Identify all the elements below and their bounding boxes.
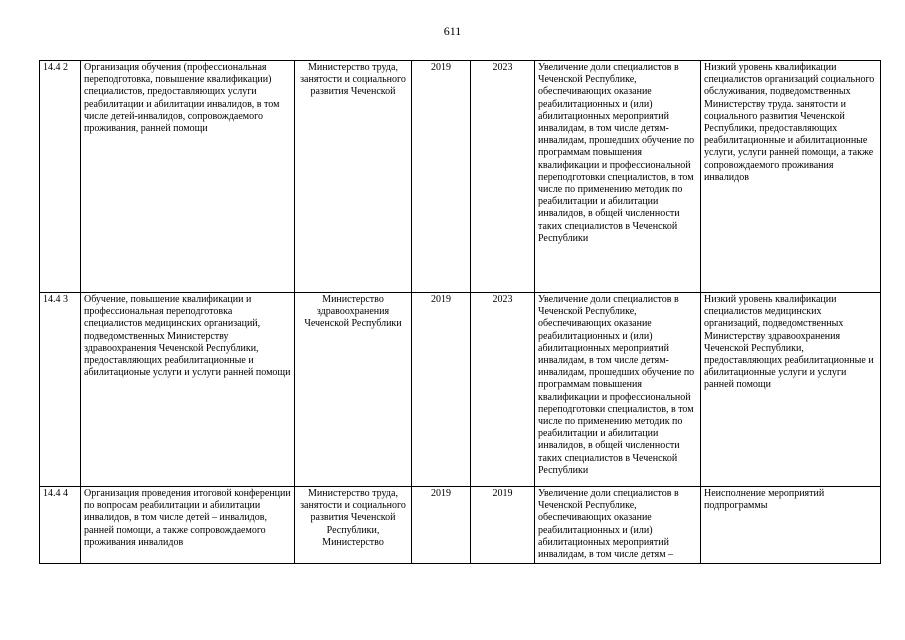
start-year-cell: 2019 bbox=[412, 293, 471, 487]
risk-cell bbox=[701, 487, 881, 564]
activity-text: Организация проведения итоговой конференции по вопросам реабилитации и абилитации инвалидов, в том числе детей – инвалидов, ранней помощи, а также сопровождаемого проживания инвалидов bbox=[84, 488, 291, 548]
end-year-text: 2019 bbox=[492, 488, 513, 499]
row-number: 14.4 2 bbox=[40, 61, 81, 293]
activity-cell bbox=[81, 487, 295, 564]
risk-text: Неисполнение мероприятий подпрограммы bbox=[704, 488, 825, 512]
start-year-text: 2019 bbox=[431, 488, 451, 499]
activity-cell: Организация обучения (профессиональная переподготовка, повышение квалификации) специалистов, предоставляющих услуги реабилитации и абилитации инвалидов, в том числе детей-инвалидов, сопровождаемого проживания, ранней помощи bbox=[81, 61, 295, 293]
end-year-cell: 2023 bbox=[471, 61, 535, 293]
row-number: 14.4 3 bbox=[40, 293, 81, 487]
executor-text: Министерство труда, занятости и социального развития Чеченской Республики, Министерство bbox=[300, 488, 406, 548]
measures-table bbox=[39, 60, 881, 564]
result-text: Увеличение доли специалистов в Чеченской Республике, обеспечивающих оказание реабилитационных и (или) абилитационных мероприятий инвалидам, в том числе детям – bbox=[538, 488, 679, 561]
start-year-cell: 2019 bbox=[412, 61, 471, 293]
end-year-cell bbox=[471, 487, 535, 564]
result-cell: Увеличение доли специалистов в Чеченской Республике, обеспечивающих оказание реабилитационных и (или) абилитационных мероприятий инвалидам, в том числе детям-инвалидам, прошедших обучение по программам повышения квалификации и профессиональной переподготовки специалистов, в том числе по применению методик по реабилитации и абилитации инвалидов, в общей численности таких специалистов в Чеченской Республики bbox=[535, 61, 701, 293]
page-number: 611 bbox=[443, 24, 462, 38]
executor-cell: Министерство здравоохранения Чеченской Республики bbox=[295, 293, 412, 487]
row-number-text: 14.4 4 bbox=[43, 488, 68, 499]
risk-cell: Низкий уровень квалификации специалистов медицинских организаций, подведомственных Министерству здравоохранения Чеченской Республики, предоставляющих реабилитационные и абилитационные услуги и услуги ранней помощи bbox=[701, 293, 881, 487]
executor-cell: Министерство труда, занятости и социального развития Чеченской bbox=[295, 61, 412, 293]
executor-cell bbox=[295, 487, 412, 564]
end-year-cell: 2023 bbox=[471, 293, 535, 487]
activity-cell: Обучение, повышение квалификации и профессиональная переподготовка специалистов медицинских организаций, подведомственных Министерству здравоохранения Чеченской Республики, предоставляющих реабилитационные и абилитационые услуги и услуги ранней помощи bbox=[81, 293, 295, 487]
row-number bbox=[40, 487, 81, 564]
result-cell: Увеличение доли специалистов в Чеченской Республике, обеспечивающих оказание реабилитационных и (или) абилитационных мероприятий инвалидам, в том числе детям-инвалидам, прошедших обучение по программам повышения квалификации и профессиональной переподготовки специалистов, в том числе по применению методик по реабилитации и абилитации инвалидов, в общей численности таких специалистов в Чеченской Республики bbox=[535, 293, 701, 487]
table-row bbox=[40, 293, 881, 487]
result-cell bbox=[535, 487, 701, 564]
table-row bbox=[40, 487, 881, 564]
risk-cell: Низкий уровень квалификации специалистов организаций социального обслуживания, подведомственных Министерству труда. занятости и социального развития Чеченской Республики, предоставляющих реабилитационные и абилитационные услуги, услуги ранней помощи, а также сопровождаемого проживания инвалидов bbox=[701, 61, 881, 293]
table-row bbox=[40, 61, 881, 293]
start-year-cell bbox=[412, 487, 471, 564]
